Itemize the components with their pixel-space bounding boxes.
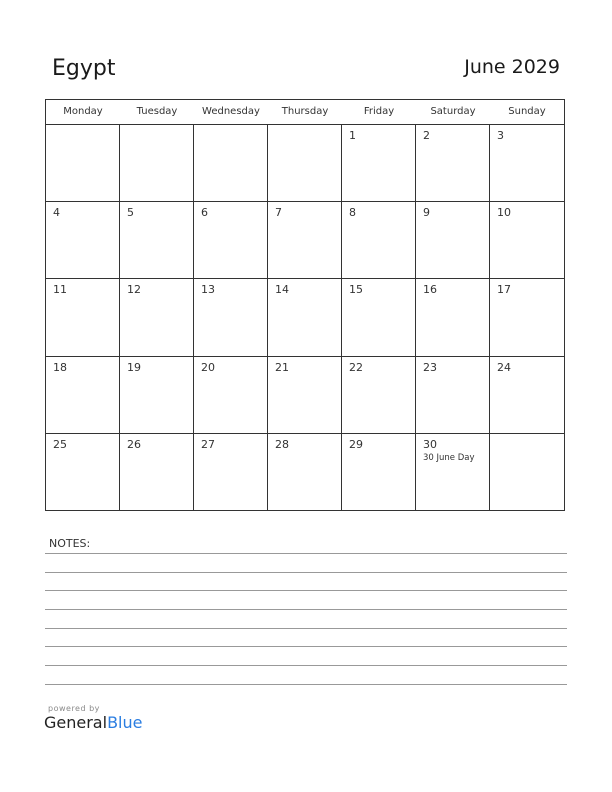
day-number: 16 <box>423 283 437 297</box>
day-number: 25 <box>53 437 67 451</box>
weekday-header: Monday <box>63 106 103 117</box>
day-cell <box>268 125 342 202</box>
note-line <box>45 628 567 629</box>
day-number: 19 <box>127 360 141 374</box>
weekday-header: Sunday <box>508 106 546 117</box>
day-cell <box>342 279 416 356</box>
day-cell <box>46 357 120 434</box>
day-number: 27 <box>201 437 215 451</box>
day-cell <box>416 279 490 356</box>
day-cell <box>416 202 490 279</box>
day-cell <box>46 202 120 279</box>
day-number: 24 <box>497 360 511 374</box>
day-number: 21 <box>275 360 289 374</box>
day-cell <box>490 357 564 434</box>
day-number: 7 <box>275 206 282 220</box>
note-line <box>45 553 567 554</box>
day-cell <box>194 279 268 356</box>
day-number: 14 <box>275 283 289 297</box>
day-cell <box>416 434 490 511</box>
day-number: 8 <box>349 206 356 220</box>
day-cell <box>268 279 342 356</box>
brand-name <box>44 713 142 732</box>
day-cell <box>46 125 120 202</box>
day-number: 3 <box>497 129 504 142</box>
day-number: 15 <box>349 283 363 297</box>
day-cell <box>490 125 564 202</box>
day-cell <box>268 434 342 511</box>
day-number: 6 <box>201 206 208 220</box>
day-cell <box>490 434 564 511</box>
weekday-header-row <box>46 100 564 125</box>
day-number: 13 <box>201 283 215 297</box>
day-cell <box>46 434 120 511</box>
notes-label: NOTES: <box>49 537 91 550</box>
day-number: 5 <box>127 206 134 220</box>
weekday-header: Friday <box>363 106 395 117</box>
day-number: 26 <box>127 437 141 451</box>
day-number: 4 <box>53 206 60 220</box>
day-number: 10 <box>497 206 511 220</box>
day-cell <box>46 279 120 356</box>
day-cell <box>194 357 268 434</box>
day-number: 11 <box>53 283 67 297</box>
powered-by-text: powered by <box>48 704 100 713</box>
day-cell <box>120 434 194 511</box>
note-line <box>45 665 567 666</box>
day-number: 20 <box>201 360 215 374</box>
day-number: 28 <box>275 437 289 451</box>
day-cell <box>268 202 342 279</box>
note-line <box>45 590 567 591</box>
weekday-header: Tuesday <box>136 106 178 117</box>
day-number: 22 <box>349 360 363 374</box>
day-cell <box>120 357 194 434</box>
day-cell <box>120 279 194 356</box>
month-year-title: June 2029 <box>464 56 560 78</box>
day-cell <box>490 279 564 356</box>
brand-name-general: General <box>44 713 108 732</box>
note-line <box>45 609 567 610</box>
day-cell <box>194 125 268 202</box>
day-cell <box>194 434 268 511</box>
day-cell <box>416 125 490 202</box>
weekday-header: Thursday <box>281 106 329 117</box>
brand-name-blue: Blue <box>107 713 143 732</box>
day-number: 2 <box>423 129 430 142</box>
day-number: 18 <box>53 360 67 374</box>
day-cell <box>342 125 416 202</box>
country-title: Egypt <box>52 56 116 81</box>
note-line <box>45 646 567 647</box>
note-line <box>45 572 567 573</box>
day-number: 29 <box>349 437 363 451</box>
holiday-label: 30 June Day <box>423 452 475 463</box>
day-number: 9 <box>423 206 430 220</box>
day-number: 17 <box>497 283 511 297</box>
calendar-body <box>46 125 564 511</box>
day-cell <box>120 125 194 202</box>
calendar-grid <box>45 99 565 511</box>
day-cell <box>490 202 564 279</box>
day-cell <box>342 434 416 511</box>
day-cell <box>120 202 194 279</box>
day-cell <box>342 202 416 279</box>
note-line <box>45 684 567 685</box>
day-number: 1 <box>349 129 356 142</box>
brand-logo <box>44 704 142 732</box>
day-cell <box>416 357 490 434</box>
weekday-header: Saturday <box>430 106 476 117</box>
day-number: 12 <box>127 283 141 297</box>
day-number: 23 <box>423 360 437 374</box>
day-number: 30 <box>423 437 437 451</box>
day-cell <box>342 357 416 434</box>
weekday-header: Wednesday <box>202 106 260 117</box>
day-cell <box>194 202 268 279</box>
day-cell <box>268 357 342 434</box>
